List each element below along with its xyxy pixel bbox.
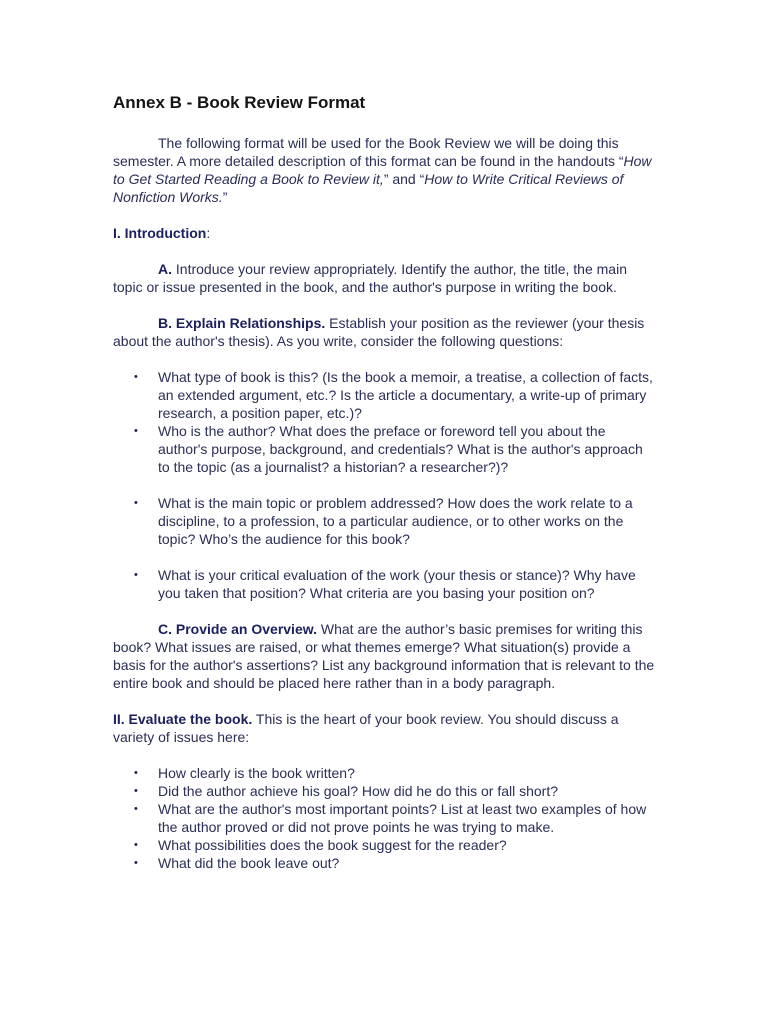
section-1b-text: Establish your position as the reviewer (your thesis about the author's thesis). As you write, consider the following questions: xyxy=(113,315,645,349)
section-1-colon: : xyxy=(206,225,211,241)
section-1c-text: What are the author’s basic premises for writing this book? What issues are raised, or what themes emerge? What situation(s) provide a basis for the author's assertions? List any background information that is relevant to the entire book and should be placed here rather than in a body paragraph. xyxy=(113,621,655,691)
section-2-heading: II. Evaluate the book. xyxy=(113,711,253,727)
document-body xyxy=(113,92,658,872)
list-item-text: Who is the author? What does the preface or foreword tell you about the author's purpose, background, and credentials? What is the author's approach to the topic (as a journalist? a historian? a researcher?)? xyxy=(158,423,643,475)
list-item xyxy=(113,368,658,422)
list-item-text: What possibilities does the book suggest for the reader? xyxy=(158,837,507,853)
intro-text-2: ” and “ xyxy=(383,171,425,187)
section-1-heading: I. Introduction xyxy=(113,225,207,241)
section-1b-label: B. Explain Relationships. xyxy=(158,315,326,331)
list-item xyxy=(113,494,658,548)
bullet-icon: • xyxy=(134,803,138,815)
list-spacer xyxy=(113,476,658,494)
intro-paragraph xyxy=(113,134,658,206)
list-item-text: How clearly is the book written? xyxy=(158,765,355,781)
intro-handout-2: How to Write Critical Reviews of Nonfiction Works. xyxy=(113,171,624,205)
list-item xyxy=(113,800,658,836)
list-item-text: What is the main topic or problem addressed? How does the work relate to a discipline, to a profession, to a particular audience, or to other works on the topic? Who’s the audience for this book? xyxy=(158,495,633,547)
list-item-text: What is your critical evaluation of the work (your thesis or stance)? Why have you taken that position? What criteria are you basing your position on? xyxy=(158,567,636,601)
bullet-icon: • xyxy=(134,569,138,581)
list-item-text: Did the author achieve his goal? How did he do this or fall short? xyxy=(158,783,559,799)
section-2-paragraph xyxy=(113,710,658,746)
section-1b-paragraph xyxy=(113,314,658,350)
section-1a-paragraph xyxy=(113,260,658,296)
intro-text-3: ” xyxy=(222,189,228,205)
bullet-icon: • xyxy=(134,371,138,383)
bullet-icon: • xyxy=(134,425,138,437)
section-1a-text: Introduce your review appropriately. Identify the author, the title, the main topic or issue presented in the book, and the author's purpose in writing the book. xyxy=(113,261,627,295)
section-2-text: This is the heart of your book review. You should discuss a variety of issues here: xyxy=(113,711,619,745)
intro-handout-1: How to Get Started Reading a Book to Review it, xyxy=(113,153,652,187)
section-1c-label: C. Provide an Overview. xyxy=(158,621,317,637)
list-item xyxy=(113,854,658,872)
list-item xyxy=(113,836,658,854)
list-item-text: What did the book leave out? xyxy=(158,855,340,871)
list-item xyxy=(113,422,658,476)
list-item xyxy=(113,782,658,800)
section-1a-label: A. xyxy=(158,261,172,277)
bullet-icon: • xyxy=(134,497,138,509)
section-1b-question-list xyxy=(113,368,658,602)
intro-text-1: The following format will be used for the Book Review we will be doing this semester. A more detailed description of this format can be found in the handouts “ xyxy=(113,135,624,169)
list-item-text: What are the author's most important points? List at least two examples of how the author proved or did not prove points he was trying to make. xyxy=(158,801,647,835)
section-2-question-list xyxy=(113,764,658,872)
document-title: Annex B - Book Review Format xyxy=(113,93,366,112)
list-spacer xyxy=(113,548,658,566)
bullet-icon: • xyxy=(134,857,138,869)
list-item xyxy=(113,764,658,782)
bullet-icon: • xyxy=(134,839,138,851)
list-item xyxy=(113,566,658,602)
bullet-icon: • xyxy=(134,767,138,779)
list-item-text: What type of book is this? (Is the book a memoir, a treatise, a collection of facts, an extended argument, etc.? Is the article a documentary, a write-up of primary research, a position paper, etc.)? xyxy=(158,369,653,421)
section-1c-paragraph xyxy=(113,620,658,692)
section-1-heading-line xyxy=(113,224,658,242)
bullet-icon: • xyxy=(134,785,138,797)
